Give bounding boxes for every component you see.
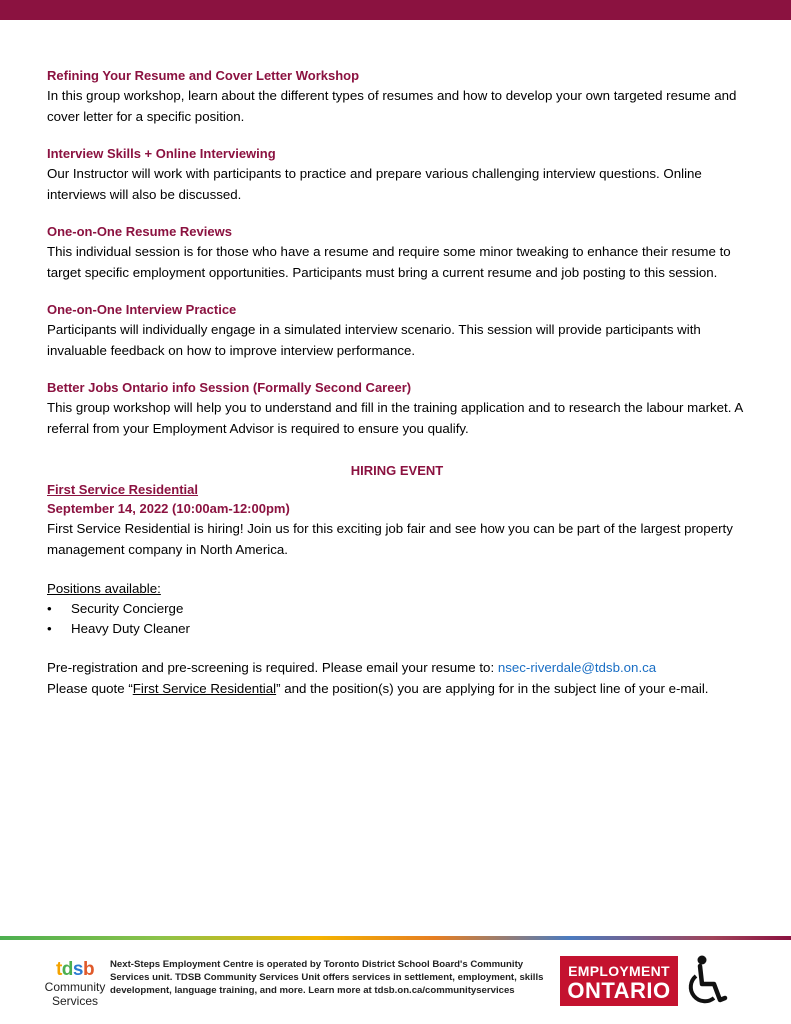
logo-letter: t	[55, 959, 62, 980]
prereg-paragraph	[47, 657, 747, 699]
event-description: First Service Residential is hiring! Join us for this exciting job fair and see how you can be part of the largest property management company in North America.	[47, 521, 733, 557]
eo-line-employment: EMPLOYMENT	[568, 963, 670, 979]
section-interview-practice	[47, 300, 747, 361]
position-label: Security Concierge	[71, 601, 184, 616]
event-date: September 14, 2022 (10:00am-12:00pm)	[47, 501, 290, 516]
quote-company: First Service Residential	[132, 681, 277, 696]
footer-divider	[0, 936, 791, 940]
section-heading: Better Jobs Ontario info Session (Formally Second Career)	[47, 380, 412, 395]
positions-label: Positions available:	[47, 581, 161, 596]
company-link[interactable]: First Service Residential	[47, 482, 199, 497]
logo-letter: d	[61, 959, 73, 980]
employment-ontario-logo	[560, 956, 678, 1006]
section-resume-reviews	[47, 222, 747, 283]
list-item	[47, 619, 747, 639]
accessibility-icon	[680, 954, 730, 1008]
bullet-icon: •	[47, 621, 52, 636]
logo-line-services: Services	[51, 994, 98, 1008]
section-heading: One-on-One Resume Reviews	[47, 224, 232, 239]
section-body: Participants will individually engage in a simulated interview scenario. This session will provide participants with invaluable feedback on how to improve interview performance.	[47, 322, 701, 358]
logo-line-community: Community	[44, 980, 106, 994]
section-interview-skills	[47, 144, 747, 205]
eo-line-ontario: ONTARIO	[567, 978, 671, 1003]
top-header-bar	[0, 0, 791, 20]
section-heading: One-on-One Interview Practice	[47, 302, 237, 317]
quote-suffix: ” and the position(s) you are applying for in the subject line of your e-mail.	[276, 681, 709, 696]
logo-letter: b	[82, 959, 95, 980]
prereg-text: Pre-registration and pre-screening is required. Please email your resume to:	[47, 660, 498, 675]
hiring-event	[47, 481, 747, 699]
section-body: In this group workshop, learn about the different types of resumes and how to develop your own targeted resume and cover letter for a specific position.	[47, 88, 737, 124]
quote-prefix: Please quote “	[47, 681, 133, 696]
email-link[interactable]: nsec-riverdale@tdsb.on.ca	[497, 660, 657, 675]
tdsb-wordmark	[44, 960, 106, 980]
logo-letter: s	[72, 959, 83, 980]
section-body: Our Instructor will work with participants to practice and prepare various challenging interview questions. Online interviews will also be discussed.	[47, 166, 702, 202]
section-better-jobs	[47, 378, 747, 439]
hiring-event-title: HIRING EVENT	[350, 463, 444, 478]
section-heading: Refining Your Resume and Cover Letter Workshop	[47, 68, 360, 83]
section-body: This individual session is for those who have a resume and require some minor tweaking to enhance their resume to target specific employment opportunities. Participants must bring a current resume and job posting to this session.	[47, 244, 731, 280]
tdsb-logo	[44, 960, 106, 1008]
section-body: This group workshop will help you to understand and fill in the training application and to research the labour market. A referral from your Employment Advisor is required to ensure you qualify.	[47, 400, 743, 436]
list-item	[47, 599, 747, 619]
section-resume-workshop	[47, 66, 747, 127]
position-label: Heavy Duty Cleaner	[71, 621, 190, 636]
bullet-icon: •	[47, 601, 52, 616]
page-footer	[0, 950, 791, 1020]
main-content	[47, 66, 747, 699]
positions-list	[47, 599, 747, 639]
footer-description: Next-Steps Employment Centre is operated by Toronto District School Board's Community Services unit. TDSB Community Services Unit offers services in settlement, employment, skills development, language training, and more. Learn more at tdsb.on.ca/communityservices	[110, 959, 544, 996]
section-heading: Interview Skills + Online Interviewing	[47, 146, 276, 161]
